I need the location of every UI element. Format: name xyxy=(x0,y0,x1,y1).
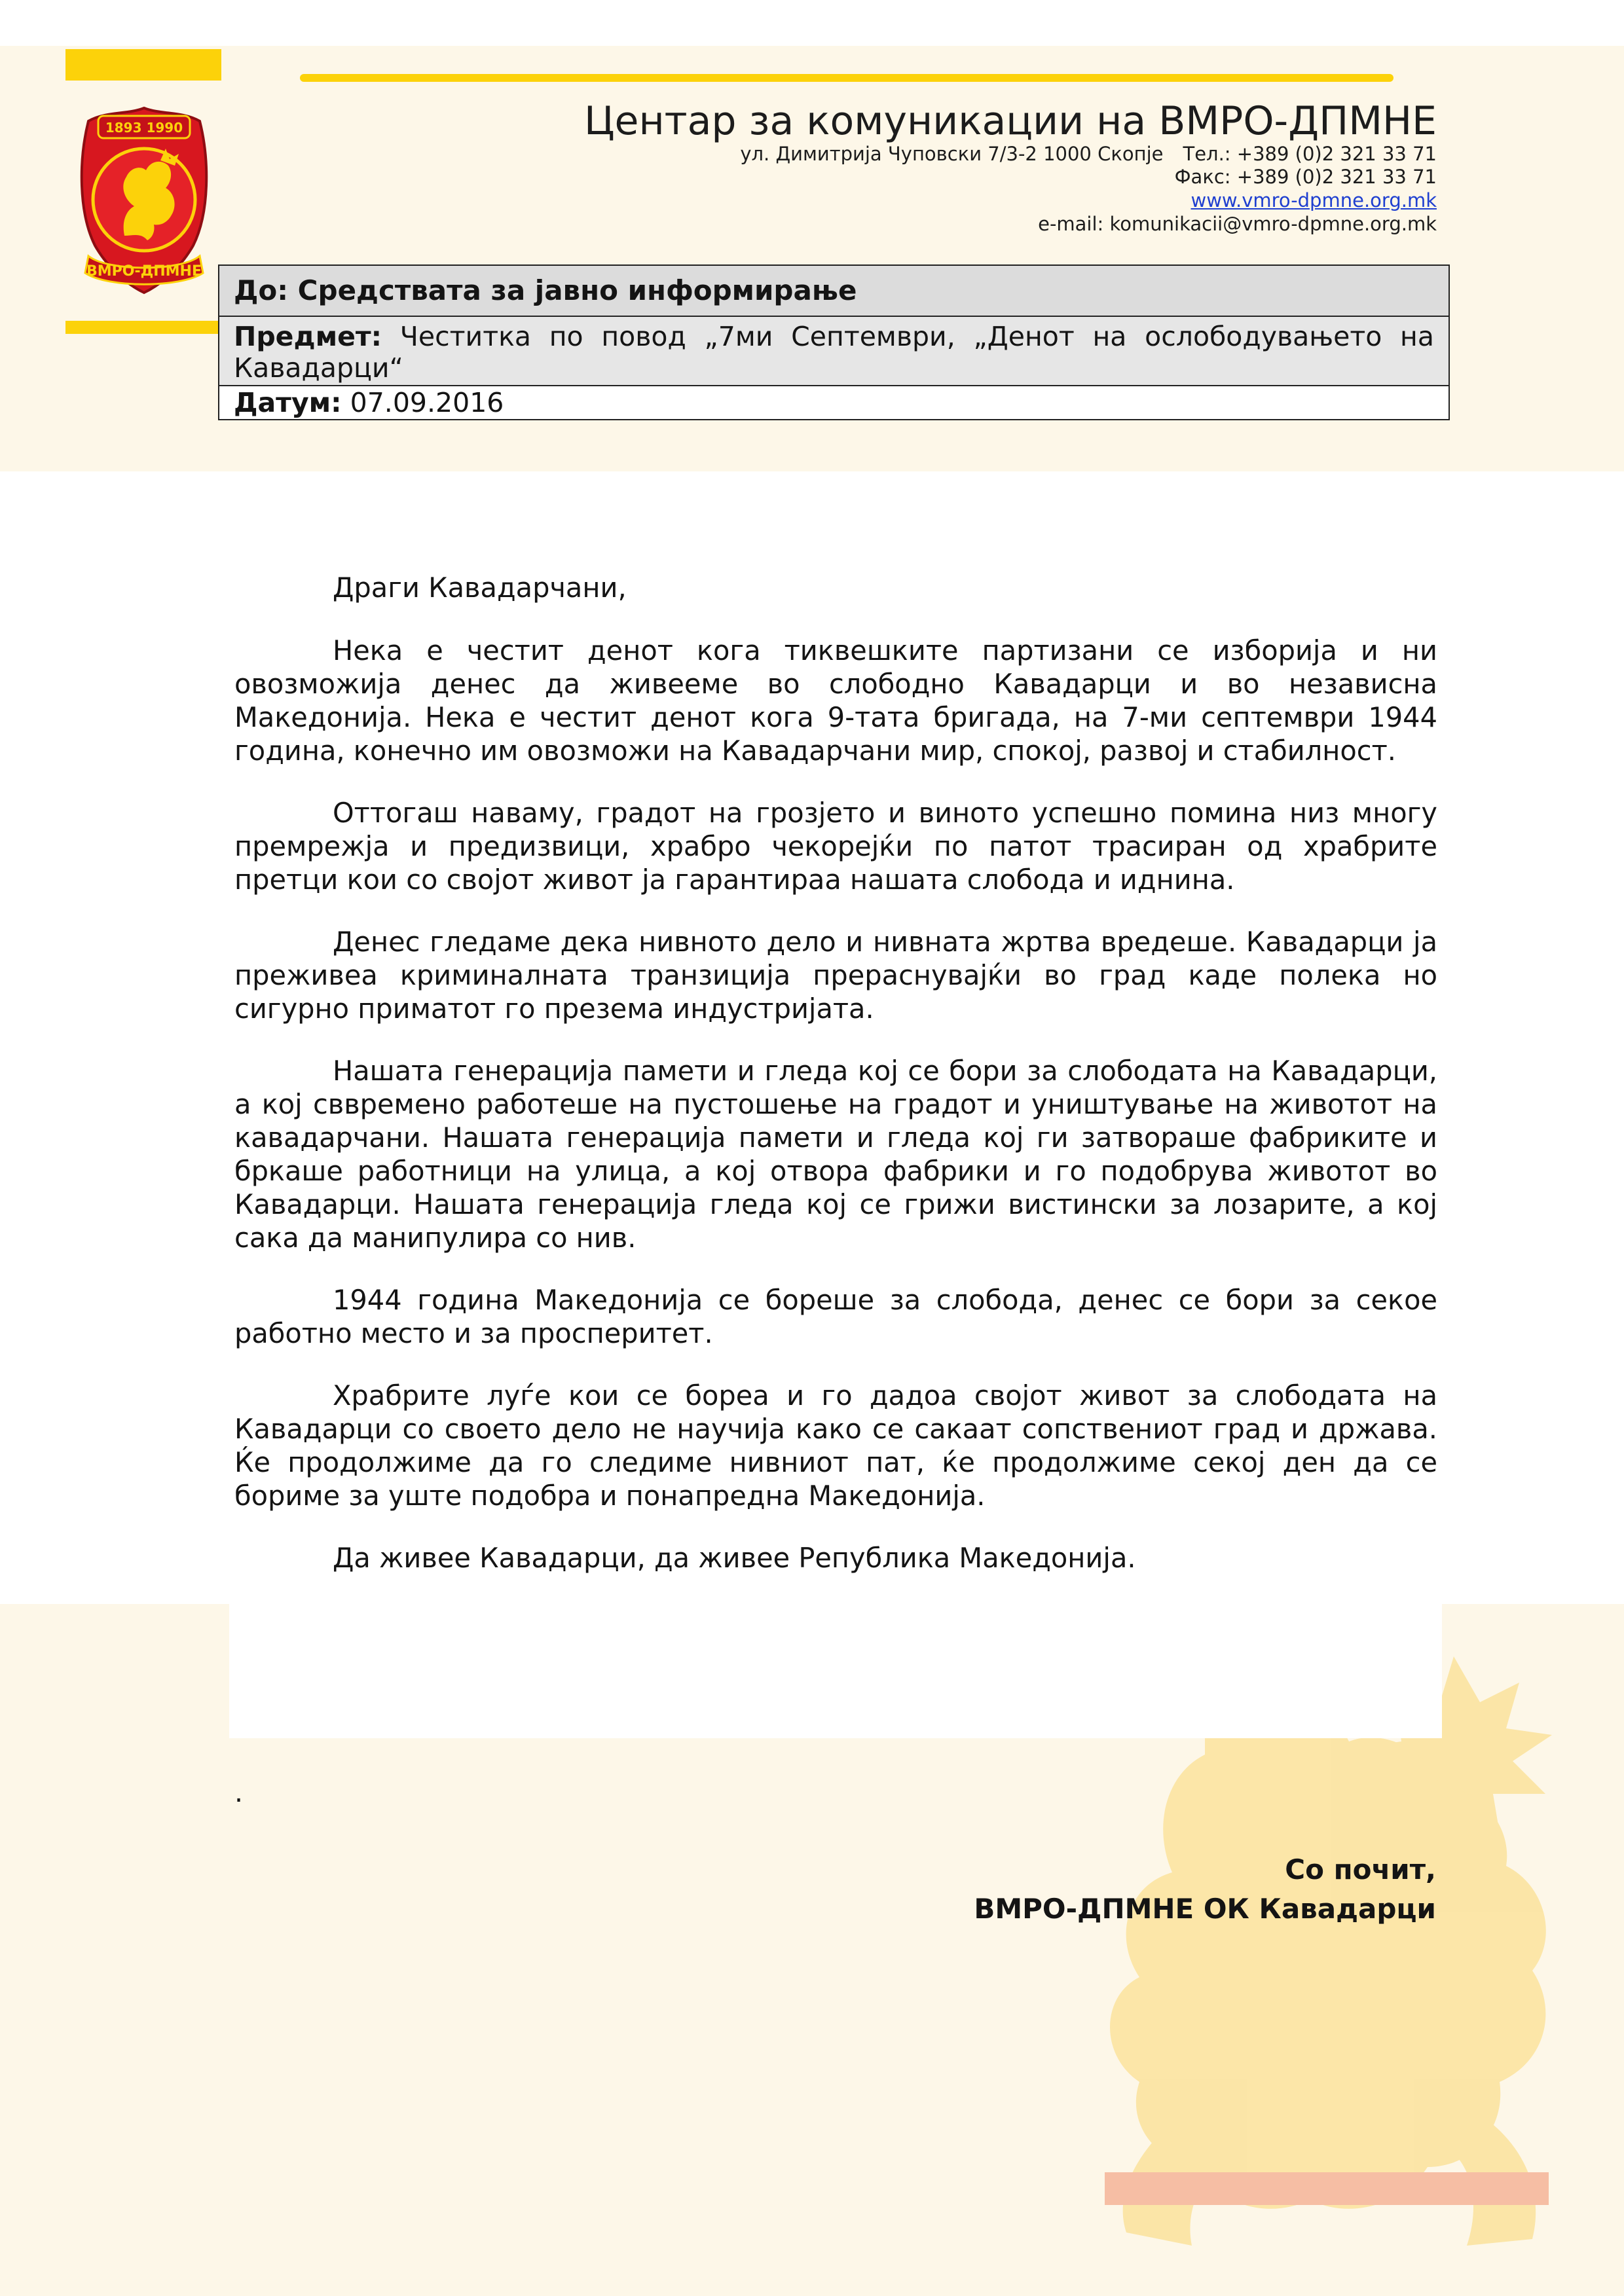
letter-paragraph-5: 1944 година Македонија се бореше за слобода, денес се бори за секое работно место и за просперитет. xyxy=(234,1284,1437,1349)
memo-recipient: До: Средствата за јавно информирање xyxy=(219,266,1449,316)
website-link[interactable]: www.vmro-dpmne.org.mk xyxy=(1190,189,1437,211)
header-website-line xyxy=(1191,189,1437,211)
signature-salutation: Со почит, xyxy=(1285,1853,1436,1886)
letter-body xyxy=(234,571,1437,1603)
letter-closing: Да живее Кавадарци, да живее Република Македонија. xyxy=(333,1542,1136,1574)
letter-greeting: Драги Кавадарчани, xyxy=(333,572,627,604)
logo-years: 1893 1990 xyxy=(105,120,183,136)
letter-paragraph-3: Денес гледаме дека нивното дело и нивната жртва вредеше. Кавадарци ја преживеа криминалната транзиција прераснувајќи во град каде полека но сигурно приматот го презема индустријата. xyxy=(234,926,1437,1025)
header-address: ул. Димитрија Чуповски 7/3-2 1000 Скопје xyxy=(740,143,1164,165)
signature-organization: ВМРО-ДПМНЕ ОК Кавадарци xyxy=(974,1893,1436,1925)
footer-accent-bar xyxy=(1105,2172,1549,2205)
header-email: e-mail: komunikacii@vmro-dpmne.org.mk xyxy=(1038,213,1437,235)
memo-subject: Честитка по повод „7ми Септември, „Денот на ослободувањето на Кавадарци“ xyxy=(234,321,1434,384)
memo-subject-label: Предмет: xyxy=(234,321,382,352)
party-logo-icon xyxy=(62,101,226,298)
letter-paragraph-1: Нека е честит денот кога тиквешките партизани се изборија и ни овозможија денес да живееме во слободно Кавадарци и во независна Македонија. Нека е честит денот кога 9-тата бригада, на 7-ми септември 1944 година, конечно им овозможи на Кавадарчани мир, спокој, развој и стабилност. xyxy=(234,634,1437,767)
memo-date-label: Датум: xyxy=(234,387,342,418)
letter-paragraph-4: Нашата генерација памети и гледа кој се бори за слободата на Кавадарци, а кој сввремено работеше на пустошење на градот и уништување на животот на кавадарчани. Нашата генерација памети и гледа кој ги затвораше фабриките и бркаше работници на улица, а кој отвора фабрики и го подобрува животот во Кавадарци. Нашата генерација гледа кој се грижи вистински за лозарите, а кој сака да манипулира со нив. xyxy=(234,1055,1437,1254)
header-title: Центар за комуникации на ВМРО-ДПМНЕ xyxy=(583,98,1437,144)
header-accent-line xyxy=(300,74,1393,82)
memo-date-row xyxy=(219,385,1449,419)
memo-info-table xyxy=(218,264,1450,420)
logo-party-name: ВМРО-ДПМНЕ xyxy=(86,263,202,280)
header-fax: Факс: +389 (0)2 321 33 71 xyxy=(1174,166,1437,188)
header-phone: Тел.: +389 (0)2 321 33 71 xyxy=(1183,143,1437,165)
header-address-line xyxy=(740,143,1437,165)
stray-dot: . xyxy=(234,1777,244,1808)
memo-date: 07.09.2016 xyxy=(350,387,504,418)
letter-paragraph-2: Оттогаш наваму, градот на грозјето и виното успешно помина низ многу премрежја и предизвици, храбро чекорејќи по патот трасиран од храбрите претци кои со својот живот ја гарантираа нашата слобода и иднина. xyxy=(234,797,1437,896)
accent-bar-top-left xyxy=(65,49,221,81)
letter-paragraph-6: Храбрите луѓе кои се бореа и го дадоа својот живот за слободата на Кавадарци со своето дело не научија како се сакаат сопствениот град и држава. Ќе продолжиме да го следиме нивниот пат, ќе продолжиме секој ден да се бориме за уште подобра и понапредна Македонија. xyxy=(234,1379,1437,1512)
accent-bar-bottom-left xyxy=(65,321,221,334)
memo-subject-row xyxy=(219,316,1449,385)
